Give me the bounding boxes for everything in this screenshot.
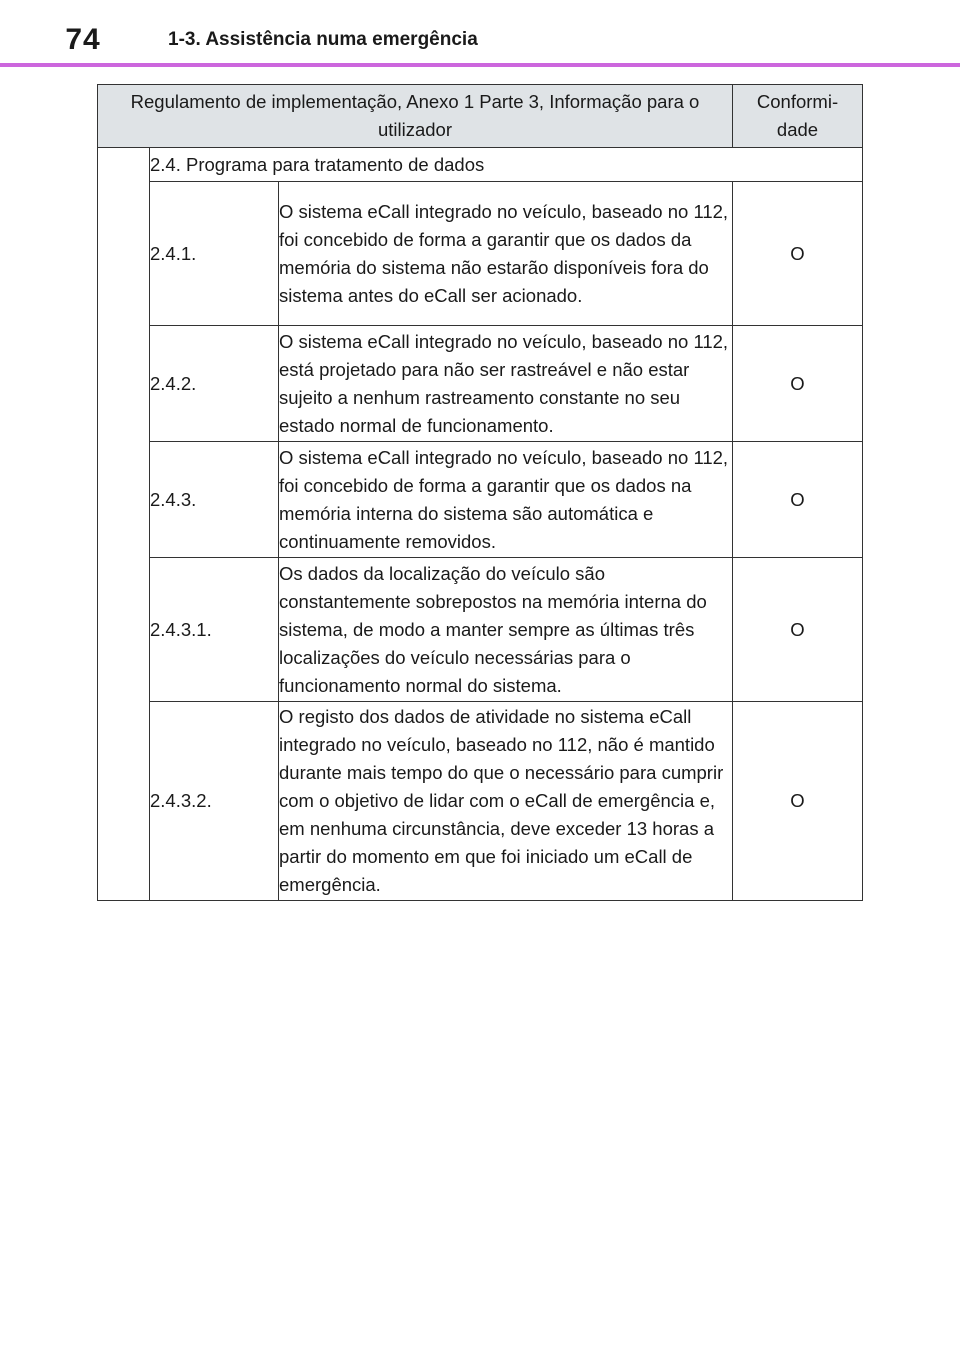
section-heading: 2.4. Programa para tratamento de dados [150, 148, 863, 182]
table-row [98, 558, 863, 702]
table-row [98, 326, 863, 442]
table-row [98, 702, 863, 901]
page-number: 74 [65, 23, 101, 56]
regulation-table [97, 84, 863, 901]
row-text: O sistema eCall integrado no veículo, baseado no 112, foi concebido de forma a garantir que os dados na memória interna do sistema são automática e continuamente removidos. [279, 442, 733, 558]
row-text: Os dados da localização do veículo são constantemente sobrepostos na memória interna do sistema, de modo a manter sempre as últimas três localizações do veículo necessárias para o funcionamento normal do sistema. [279, 558, 733, 702]
section-row [98, 148, 863, 182]
row-text: O registo dos dados de atividade no sistema eCall integrado no veículo, baseado no 112, não é mantido durante mais tempo do que o necessário para cumprir com o objetivo de lidar com o eCall de emergência e, em nenhuma circunstância, deve exceder 13 horas a partir do momento em que foi iniciado um eCall de emergência. [279, 702, 733, 901]
row-number: 2.4.2. [150, 326, 279, 442]
table-row [98, 442, 863, 558]
row-conformity: O [733, 182, 863, 326]
row-conformity: O [733, 702, 863, 901]
row-number: 2.4.1. [150, 182, 279, 326]
header-divider [0, 63, 960, 67]
header-conformity: Conformi-dade [733, 85, 863, 148]
table-row [98, 182, 863, 326]
row-text: O sistema eCall integrado no veículo, baseado no 112, foi concebido de forma a garantir que os dados da memória do sistema não estarão disponíveis fora do sistema antes do eCall ser acionado. [279, 182, 733, 326]
row-conformity: O [733, 326, 863, 442]
row-number: 2.4.3.1. [150, 558, 279, 702]
row-conformity: O [733, 442, 863, 558]
row-text: O sistema eCall integrado no veículo, baseado no 112, está projetado para não ser rastreável e não estar sujeito a nenhum rastreamento constante no seu estado normal de funcionamento. [279, 326, 733, 442]
header-regulation: Regulamento de implementação, Anexo 1 Parte 3, Informação para o utilizador [98, 85, 733, 148]
section-title: 1-3. Assistência numa emergência [168, 29, 478, 50]
indent-column [98, 148, 150, 901]
page-header [0, 0, 960, 68]
row-number: 2.4.3.2. [150, 702, 279, 901]
row-number: 2.4.3. [150, 442, 279, 558]
row-conformity: O [733, 558, 863, 702]
table-header-row [98, 85, 863, 148]
